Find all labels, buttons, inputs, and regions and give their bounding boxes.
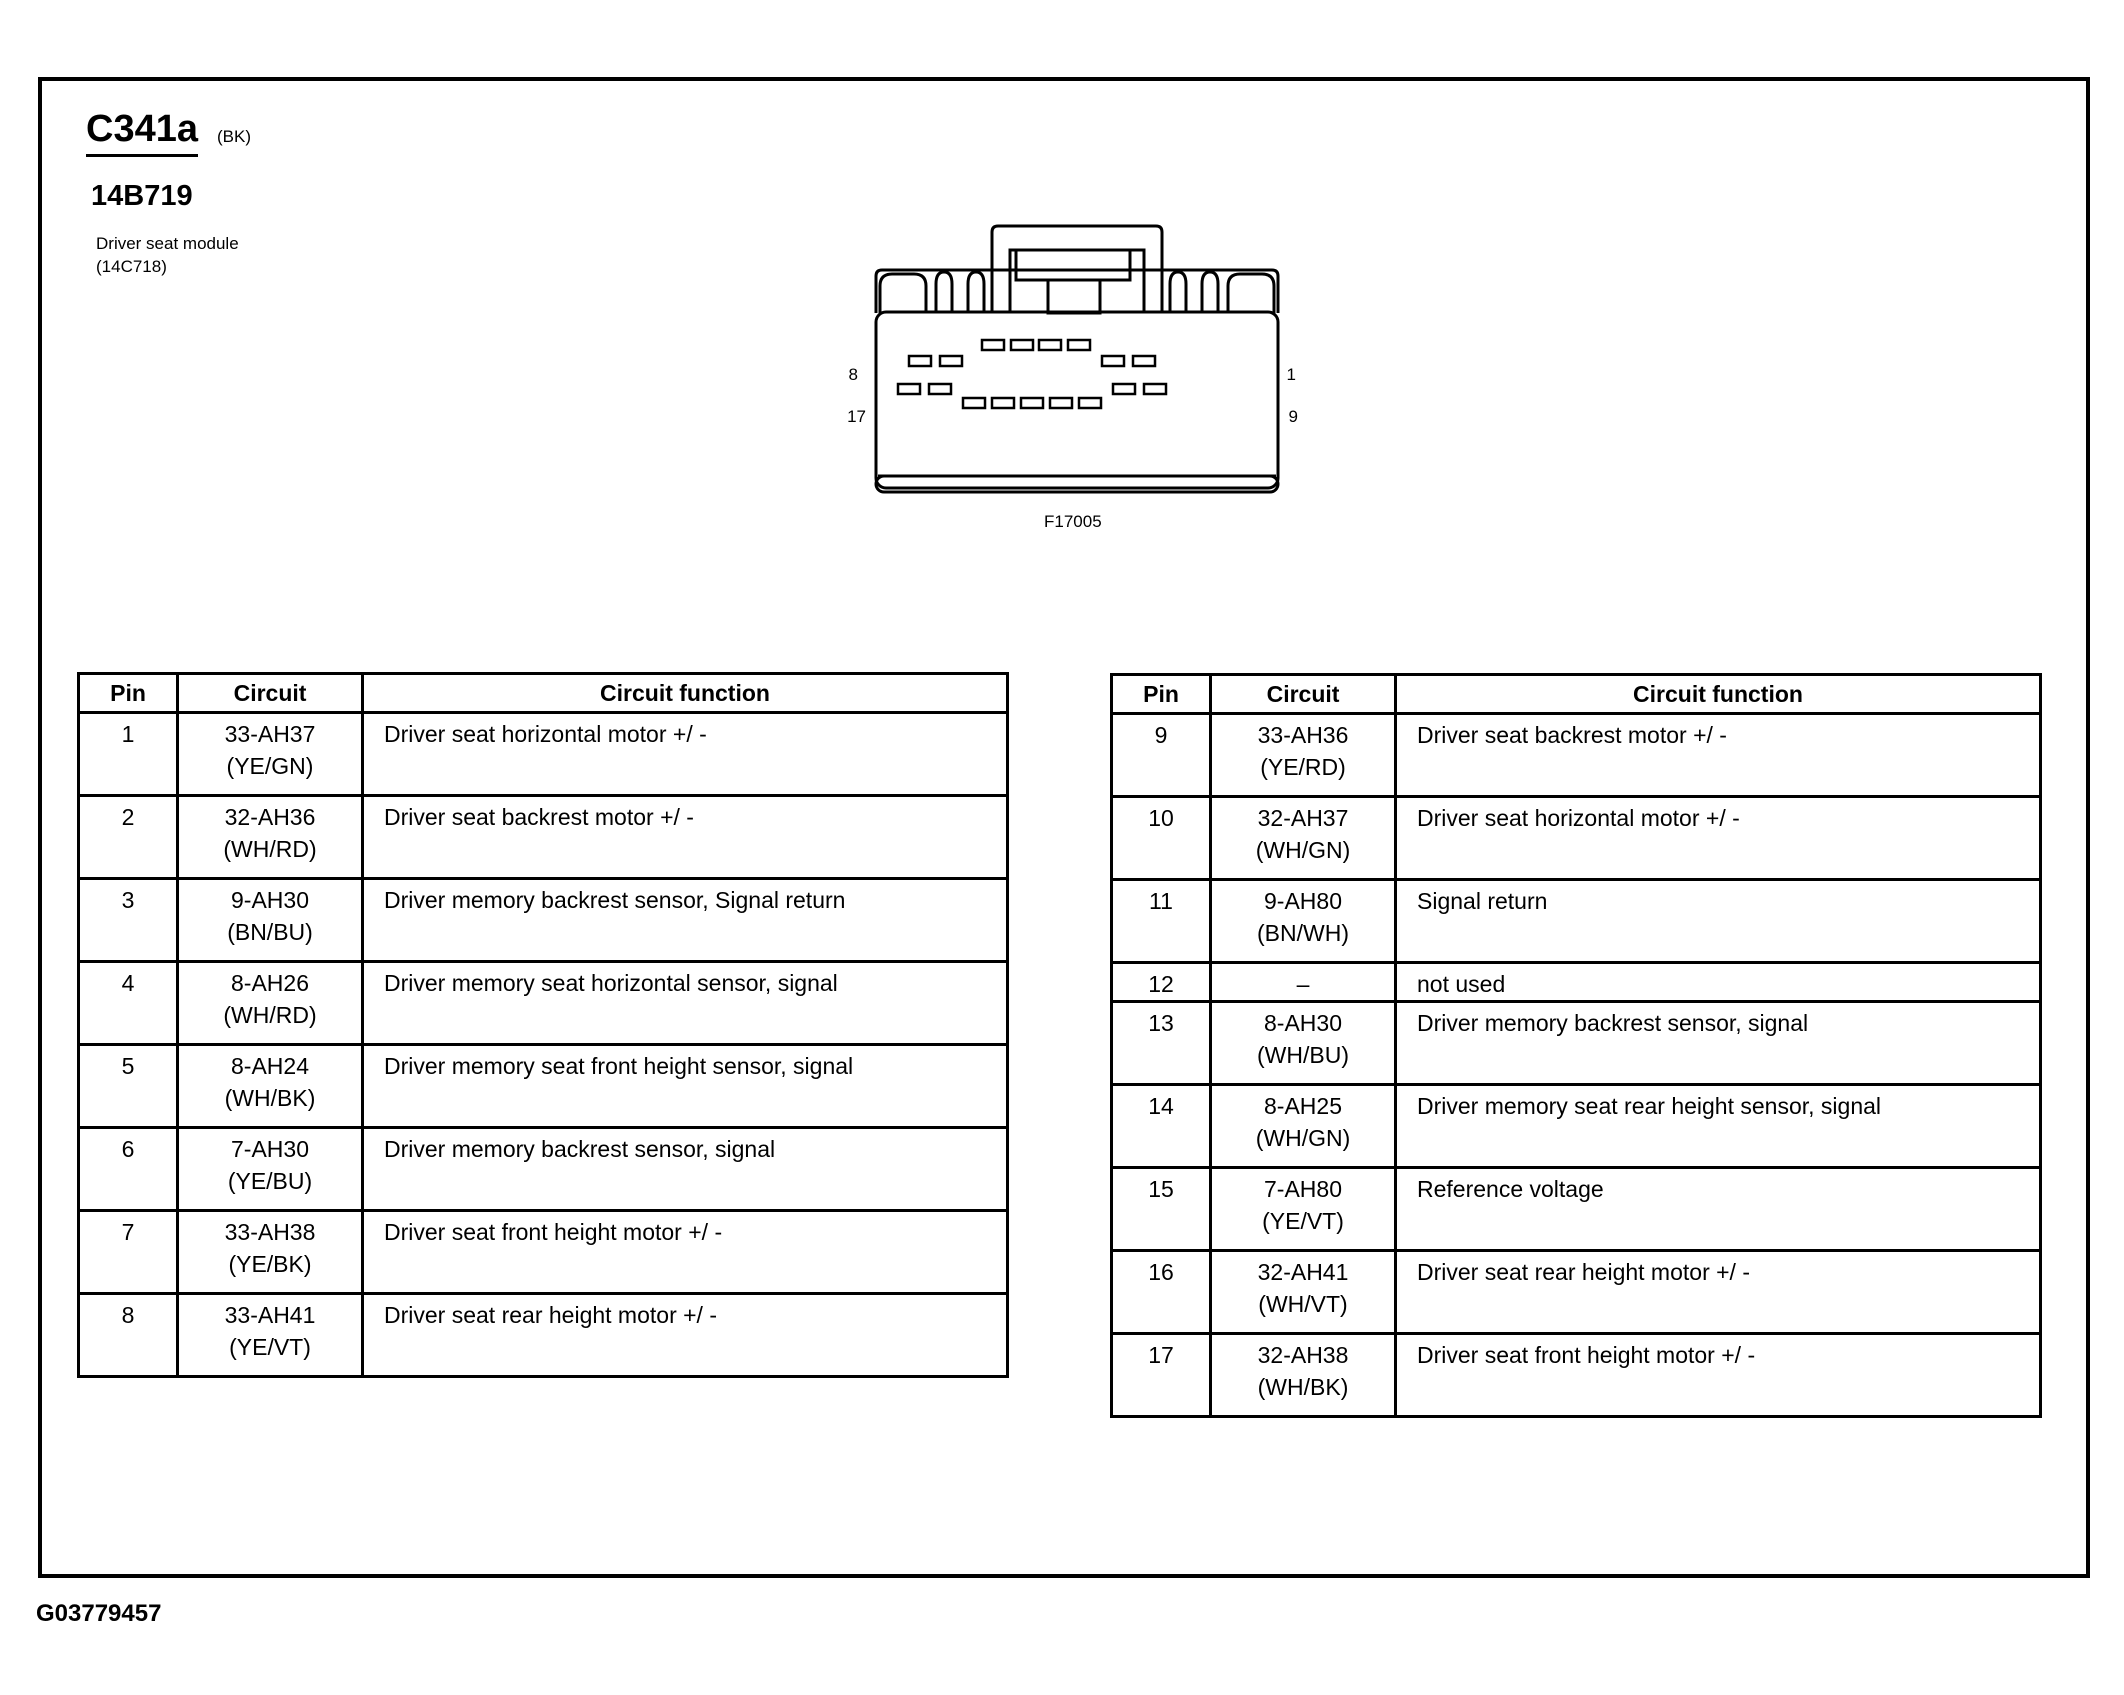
circuit-cell: [178, 1128, 363, 1211]
pin-number: 9: [1112, 714, 1211, 797]
wire-color: (YE/VT): [229, 1334, 311, 1360]
circuit-cell: [1211, 714, 1396, 797]
pin-cavity: [909, 356, 931, 366]
pin-cavity: [1021, 398, 1043, 408]
pinout-table-right: [1110, 673, 2042, 1418]
wire-color: (WH/RD): [223, 1002, 317, 1028]
pin-cavity: [1113, 384, 1135, 394]
table-row: [1112, 1334, 2041, 1417]
pin-number: 7: [79, 1211, 178, 1294]
pin-number: 12: [1112, 963, 1211, 1002]
circuit-id: 33-AH38: [224, 1219, 316, 1245]
pin-cavity: [929, 384, 951, 394]
pin-cavity: [1144, 384, 1166, 394]
circuit-function: Driver seat backrest motor +/ -: [363, 796, 1008, 879]
circuit-id: 7-AH80: [1264, 1176, 1342, 1202]
pin-cavity: [963, 398, 985, 408]
circuit-cell: [178, 1045, 363, 1128]
circuit-id: 33-AH36: [1257, 722, 1349, 748]
circuit-function: Driver seat rear height motor +/ -: [1396, 1251, 2041, 1334]
circuit-cell: [178, 1294, 363, 1377]
circuit-id: 7-AH30: [231, 1136, 309, 1162]
wire-color: (WH/VT): [1258, 1291, 1348, 1317]
circuit-id: 9-AH30: [231, 887, 309, 913]
pin-number: 6: [79, 1128, 178, 1211]
pin-number: 1: [79, 713, 178, 796]
circuit-id: 8-AH24: [231, 1053, 309, 1079]
pin-number: 8: [79, 1294, 178, 1377]
wire-color: (WH/GN): [1255, 1125, 1351, 1151]
table-row: [1112, 1251, 2041, 1334]
circuit-function: Driver seat rear height motor +/ -: [363, 1294, 1008, 1377]
wire-color: (WH/BU): [1257, 1042, 1349, 1068]
circuit-cell: [1211, 1085, 1396, 1168]
header-pin: Pin: [79, 674, 178, 713]
circuit-function: Driver seat front height motor +/ -: [1396, 1334, 2041, 1417]
circuit-id: 8-AH30: [1264, 1010, 1342, 1036]
circuit-cell: [1211, 797, 1396, 880]
table-row: [79, 1045, 1008, 1128]
circuit-function: not used: [1396, 963, 2041, 1002]
table-row: [1112, 1002, 2041, 1085]
pin-cavity: [1079, 398, 1101, 408]
wire-color: (WH/BK): [224, 1085, 316, 1111]
circuit-id: 33-AH37: [224, 721, 316, 747]
pin-cavity: [1050, 398, 1072, 408]
circuit-cell: [1211, 1002, 1396, 1085]
pin-cavity: [1133, 356, 1155, 366]
pin-cavity: [1068, 340, 1090, 350]
connector-color-code: (BK): [217, 127, 251, 146]
circuit-id: 8-AH26: [231, 970, 309, 996]
circuit-function: Driver memory backrest sensor, signal: [1396, 1002, 2041, 1085]
circuit-function: Driver memory seat front height sensor, signal: [363, 1045, 1008, 1128]
pin-number: 14: [1112, 1085, 1211, 1168]
table-row: [79, 962, 1008, 1045]
circuit-cell: [1211, 1168, 1396, 1251]
table-row: [79, 879, 1008, 962]
table-row: [79, 713, 1008, 796]
circuit-id: 32-AH37: [1257, 805, 1349, 831]
part-number: 14B719: [91, 180, 193, 212]
table-header-row: [79, 674, 1008, 713]
pin-cavity: [940, 356, 962, 366]
header-pin: Pin: [1112, 675, 1211, 714]
pinout-table-left: [77, 672, 1009, 1378]
pin-label-9: 9: [1288, 407, 1298, 426]
circuit-cell: [178, 796, 363, 879]
circuit-cell: [1211, 880, 1396, 963]
circuit-function: Driver memory backrest sensor, Signal return: [363, 879, 1008, 962]
pin-number: 4: [79, 962, 178, 1045]
circuit-function: Driver memory seat rear height sensor, signal: [1396, 1085, 2041, 1168]
table-row: [1112, 963, 2041, 1002]
table-row: [1112, 880, 2041, 963]
pin-number: 2: [79, 796, 178, 879]
circuit-function: Driver seat backrest motor +/ -: [1396, 714, 2041, 797]
circuit-function: Signal return: [1396, 880, 2041, 963]
circuit-id: 9-AH80: [1264, 888, 1342, 914]
pin-number: 10: [1112, 797, 1211, 880]
pin-number: 11: [1112, 880, 1211, 963]
module-name: Driver seat module: [96, 234, 239, 253]
pin-cavity: [1011, 340, 1033, 350]
circuit-id: 8-AH25: [1264, 1093, 1342, 1119]
table-row: [1112, 1085, 2041, 1168]
connector-name: C341a: [86, 110, 198, 157]
pin-number: 15: [1112, 1168, 1211, 1251]
circuit-cell: [1211, 1334, 1396, 1417]
circuit-cell: [178, 962, 363, 1045]
pin-label-1: 1: [1286, 365, 1296, 384]
pin-cavity: [1039, 340, 1061, 350]
connector-face: [876, 312, 1278, 488]
pin-number: 5: [79, 1045, 178, 1128]
wire-color: (YE/BK): [228, 1251, 312, 1277]
table-row: [1112, 797, 2041, 880]
pin-cavity: [992, 398, 1014, 408]
wire-color: (BN/WH): [1257, 920, 1349, 946]
header-circuit: Circuit: [178, 674, 363, 713]
wire-color: (YE/BU): [227, 1168, 313, 1194]
figure-code: F17005: [1044, 512, 1102, 531]
circuit-id: 32-AH38: [1257, 1342, 1349, 1368]
pin-label-8: 8: [848, 365, 858, 384]
circuit-function: Driver seat horizontal motor +/ -: [363, 713, 1008, 796]
pin-number: 16: [1112, 1251, 1211, 1334]
pin-cavity: [1102, 356, 1124, 366]
connector-face-diagram: [840, 220, 1298, 520]
circuit-cell: [1211, 963, 1396, 1002]
circuit-function: Driver seat horizontal motor +/ -: [1396, 797, 2041, 880]
pin-cavity: [982, 340, 1004, 350]
circuit-function: Driver memory seat horizontal sensor, signal: [363, 962, 1008, 1045]
circuit-function: Driver seat front height motor +/ -: [363, 1211, 1008, 1294]
header-function: Circuit function: [1396, 675, 2041, 714]
circuit-id: 32-AH36: [224, 804, 316, 830]
pin-label-17: 17: [847, 407, 866, 426]
circuit-function: Driver memory backrest sensor, signal: [363, 1128, 1008, 1211]
pin-number: 3: [79, 879, 178, 962]
circuit-cell: [178, 1211, 363, 1294]
circuit-id: 33-AH41: [224, 1302, 316, 1328]
wire-color: (YE/RD): [1260, 754, 1346, 780]
table-row: [79, 796, 1008, 879]
table-row: [1112, 714, 2041, 797]
pin-number: 17: [1112, 1334, 1211, 1417]
table-row: [79, 1128, 1008, 1211]
circuit-cell: [178, 713, 363, 796]
wire-color: (WH/BK): [1257, 1374, 1349, 1400]
circuit-cell: [178, 879, 363, 962]
module-part-number: (14C718): [96, 257, 167, 276]
circuit-cell: [1211, 1251, 1396, 1334]
wire-color: (WH/GN): [1255, 837, 1351, 863]
pin-number: 13: [1112, 1002, 1211, 1085]
table-row: [79, 1211, 1008, 1294]
circuit-id: 32-AH41: [1257, 1259, 1349, 1285]
wire-color: (YE/GN): [226, 753, 314, 779]
table-row: [79, 1294, 1008, 1377]
circuit-function: Reference voltage: [1396, 1168, 2041, 1251]
wire-color: (YE/VT): [1262, 1208, 1344, 1234]
table-header-row: [1112, 675, 2041, 714]
wire-color: (BN/BU): [227, 919, 313, 945]
wire-color: (WH/RD): [223, 836, 317, 862]
table-row: [1112, 1168, 2041, 1251]
pin-cavity: [898, 384, 920, 394]
circuit-id: –: [1296, 971, 1310, 997]
footer-code: G03779457: [36, 1600, 162, 1627]
header-function: Circuit function: [363, 674, 1008, 713]
header-circuit: Circuit: [1211, 675, 1396, 714]
